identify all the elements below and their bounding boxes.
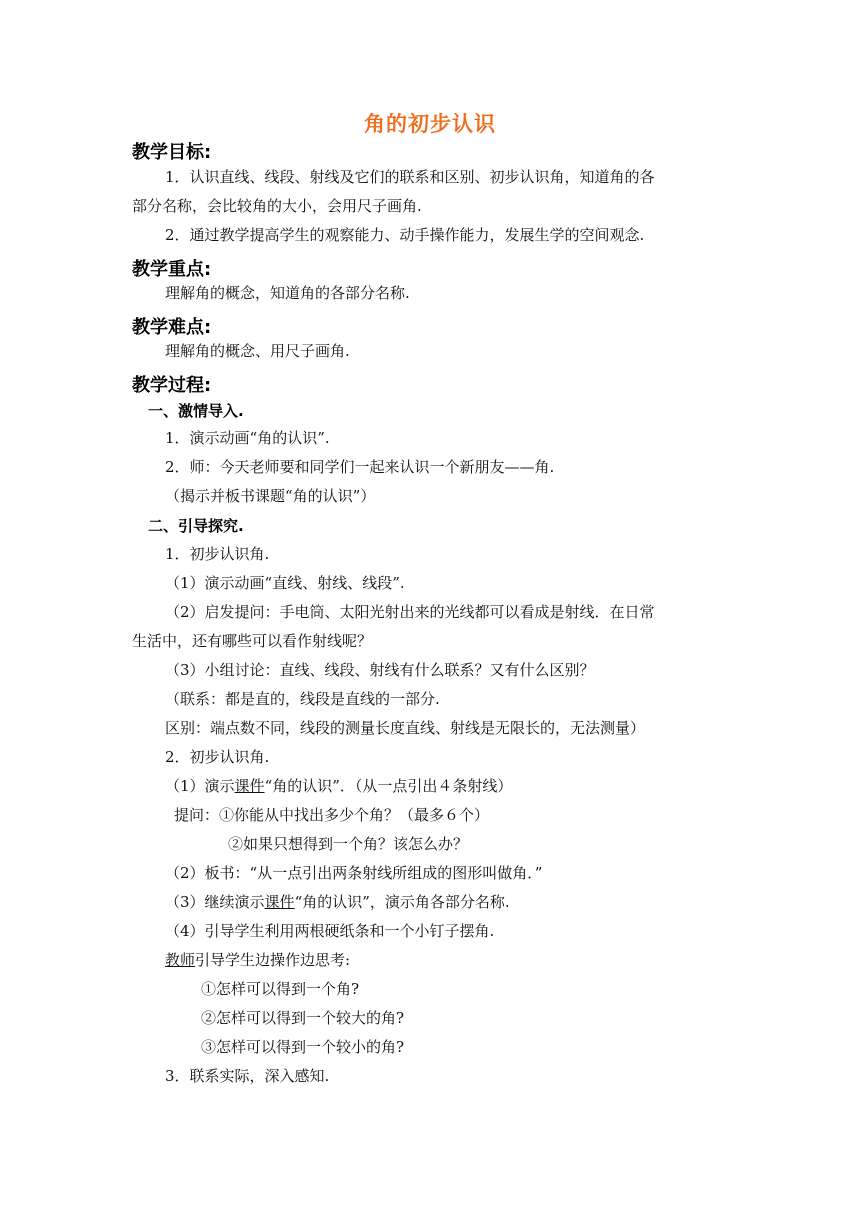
heading-difficulties: 教学难点:: [132, 317, 212, 338]
section-2-line-12: （2）板书：“从一点引出两条射线所组成的图形叫做角．”: [165, 864, 543, 882]
difficulties-text: 理解角的概念、用尺子画角.: [165, 342, 350, 360]
section-2-line-15: [165, 950, 350, 970]
section-2-line-7: 区别：端点数不同，线段的测量长度直线、射线是无限长的，无法测量）: [165, 719, 646, 737]
document-title: 角的初步认识: [364, 112, 496, 136]
line-9-prefix: （1）演示: [165, 777, 235, 795]
section-2-line-8: 2．初步认识角.: [165, 748, 270, 766]
line-13-prefix: （3）继续演示: [165, 893, 265, 911]
goal-item-2: 2．通过教学提高学生的观察能力、动手操作能力，发展生学的空间观念.: [165, 226, 645, 244]
courseware-link[interactable]: 课件: [264, 893, 295, 911]
line-13-suffix: “角的认识”，演示角各部分名称.: [294, 893, 510, 911]
section-1-line-3: （揭示并板书课题“角的认识”）: [165, 487, 376, 505]
section-2-line-14: （4）引导学生利用两根硬纸条和一个小钉子摆角.: [165, 922, 495, 940]
goal-item-1-line-1: 1．认识直线、线段、射线及它们的联系和区别、初步认识角，知道角的各: [165, 168, 655, 186]
section-2-line-2: （1）演示动画“直线、射线、线段”.: [165, 574, 405, 592]
key-points-text: 理解角的概念，知道角的各部分名称.: [165, 284, 410, 302]
section-2-line-11: ②如果只想得到一个角？该怎么办？: [228, 835, 469, 853]
section-1-line-1: 1．演示动画“角的认识”.: [165, 429, 330, 447]
line-9-suffix: “角的认识”．（从一点引出４条射线）: [264, 777, 513, 795]
section-2-line-17: ②怎样可以得到一个较大的角?: [201, 1009, 405, 1027]
section-2-line-3: （2）启发提问：手电筒、太阳光射出来的光线都可以看成是射线．在日常: [165, 603, 655, 621]
section-2-line-19: 3．联系实际，深入感知.: [165, 1067, 330, 1085]
section-1-heading: 一、激情导入.: [148, 402, 244, 420]
section-2-line-13: [165, 892, 510, 912]
section-2-line-5: （3）小组讨论：直线、线段、射线有什么联系？又有什么区别？: [165, 661, 595, 679]
section-2-line-4: 生活中，还有哪些可以看作射线呢？: [132, 632, 373, 650]
heading-goals: 教学目标:: [132, 142, 212, 163]
heading-key-points: 教学重点:: [132, 259, 212, 280]
line-15-suffix: 引导学生边操作边思考:: [195, 951, 351, 969]
section-2-line-16: ①怎样可以得到一个角?: [201, 980, 360, 998]
section-2-line-10: 提问：①你能从中找出多少个角？（最多６个）: [174, 806, 490, 824]
section-2-line-6: （联系：都是直的，线段是直线的一部分.: [165, 690, 440, 708]
section-2-line-9: [165, 776, 512, 796]
section-2-line-1: 1．初步认识角.: [165, 545, 270, 563]
section-2-line-18: ③怎样可以得到一个较小的角?: [201, 1038, 405, 1056]
teacher-link[interactable]: 教师: [165, 951, 196, 969]
section-2-heading: 二、引导探究.: [148, 517, 244, 535]
goal-item-1-line-2: 部分名称，会比较角的大小，会用尺子画角.: [132, 197, 422, 215]
section-1-line-2: 2．师：今天老师要和同学们一起来认识一个新朋友——角.: [165, 458, 555, 476]
courseware-link[interactable]: 课件: [234, 777, 265, 795]
heading-process: 教学过程:: [132, 375, 212, 396]
